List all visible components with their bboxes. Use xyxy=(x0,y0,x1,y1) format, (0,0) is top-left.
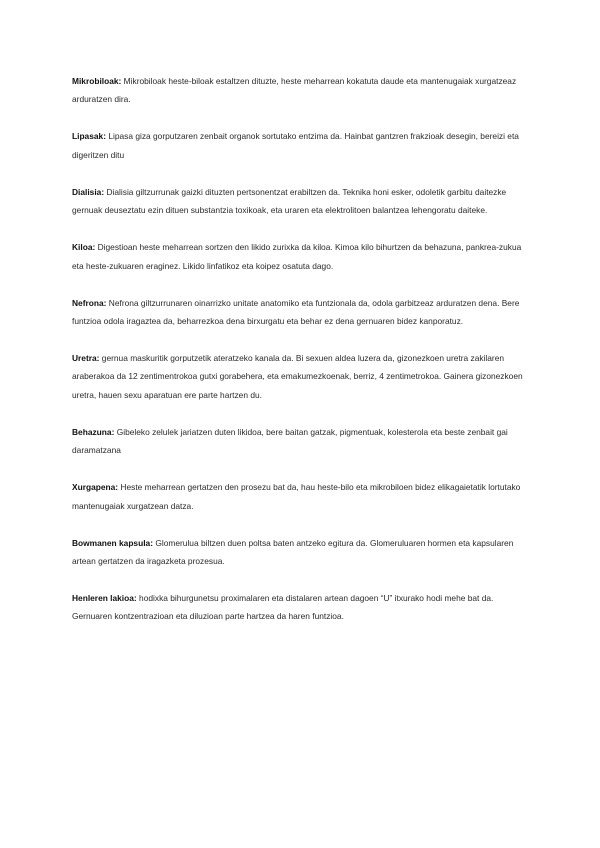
glossary-entry-nefrona xyxy=(72,294,532,331)
glossary-term: Henleren lakioa xyxy=(72,593,134,604)
glossary-entry-uretra xyxy=(72,349,532,404)
glossary-entry-xurgapena xyxy=(72,478,532,515)
glossary-term: Bowmanen kapsula xyxy=(72,537,151,548)
glossary-term: Xurgapena xyxy=(72,482,116,493)
term-separator: : xyxy=(118,76,124,86)
glossary-term: Uretra xyxy=(72,353,97,364)
glossary-entry-dialisia xyxy=(72,183,532,220)
term-separator: : xyxy=(150,537,156,548)
term-separator: : xyxy=(92,242,98,253)
glossary-term: Dialisia xyxy=(72,186,102,197)
glossary-term: Mikrobiloak xyxy=(72,76,119,86)
glossary-entry-lipasak xyxy=(72,127,532,164)
glossary-entry-henleren-lakioa xyxy=(72,589,532,626)
term-separator: : xyxy=(111,426,117,437)
glossary-definition: Nefrona giltzurrunaren oinarrizko unitate anatomiko eta funtzionala da, odola garbitzeaz arduratzen dena. Bere funtzioa odola iragaztea da, beharrezkoa dena birxurgatu eta behar ez dena gernuaren bidez kanporatuz. xyxy=(72,297,520,327)
term-separator: : xyxy=(115,482,121,493)
glossary-term: Lipasak xyxy=(72,131,104,142)
term-separator: : xyxy=(101,186,107,197)
glossary-term: Kiloa xyxy=(72,242,93,253)
term-separator: : xyxy=(103,131,109,142)
glossary-entry-behazuna xyxy=(72,423,532,460)
glossary-definition: hodixka bihurgunetsu proximalaren eta distalaren artean dagoen “U” itxurako hodi mehe bat da. Gernuaren kontzentrazioan eta diluzioan parte hartzea da haren funtzioa. xyxy=(72,593,494,622)
glossary-definition: Mikrobiloak heste-biloak estaltzen dituzte, heste meharrean kokatuta daude eta mantenugaiak xurgatzeaz arduratzen dira. xyxy=(72,76,517,105)
term-separator: : xyxy=(96,353,102,364)
glossary-entry-mikrobiloak xyxy=(72,72,532,109)
term-separator: : xyxy=(103,297,109,308)
term-separator: : xyxy=(133,593,140,604)
glossary-definition: Digestioan heste meharrean sortzen den likido zurixka da kiloa. Kimoa kilo bihurtzen da behazuna, pankrea-zukua eta heste-zukuaren eraginez. Likido linfatikoz eta koipez osatuta dago. xyxy=(72,242,522,271)
glossary-entry-kiloa xyxy=(72,238,532,275)
glossary-term: Nefrona xyxy=(72,297,104,308)
glossary-term: Behazuna xyxy=(72,426,112,437)
glossary-definition: Lipasa giza gorputzaren zenbait organok sortutako entzima da. Hainbat gantzren frakzioak desegin, bereizi eta digeritzen ditu xyxy=(72,131,519,160)
glossary-definition: Dialisia giltzurrunak gaizki dituzten pertsonentzat erabiltzen da. Teknika honi esker, odoletik garbitu daitezke gernuak deuseztatu ezin dituen substantzia toxikoak, eta uraren eta elektrolitoen balantzea lehengoratu daiteke. xyxy=(72,186,507,216)
glossary-entry-bowmanen-kapsula xyxy=(72,534,532,571)
glossary-definition: Glomerulua biltzen duen poltsa baten antzeko egitura da. Glomeruluaren hormen eta kapsularen artean gertatzen da iragazketa prozesua. xyxy=(72,537,514,567)
glossary-definition: gernua maskuritik gorputzetik ateratzeko kanala da. Bi sexuen aldea luzera da, gizonezkoen uretra zakilaren araberakoa da 12 zentimentrokoa gutxi gorabehera, eta emakumezkoenak, berriz, 4 zentimetrokoa. Gainera gizonezkoen uretra, hauen sexu aparatuan ere parte hartzen du. xyxy=(72,353,523,400)
glossary-definition: Heste meharrean gertatzen den prosezu bat da, hau heste-bilo eta mikrobiloen bidez elikagaietatik lortutako mantenugaiak xurgatzean datza. xyxy=(72,482,521,511)
glossary xyxy=(72,72,532,644)
glossary-definition: Gibeleko zelulek jariatzen duten likidoa, bere baitan gatzak, pigmentuak, kolesterola eta beste zenbait gai daramatzana xyxy=(72,426,508,456)
